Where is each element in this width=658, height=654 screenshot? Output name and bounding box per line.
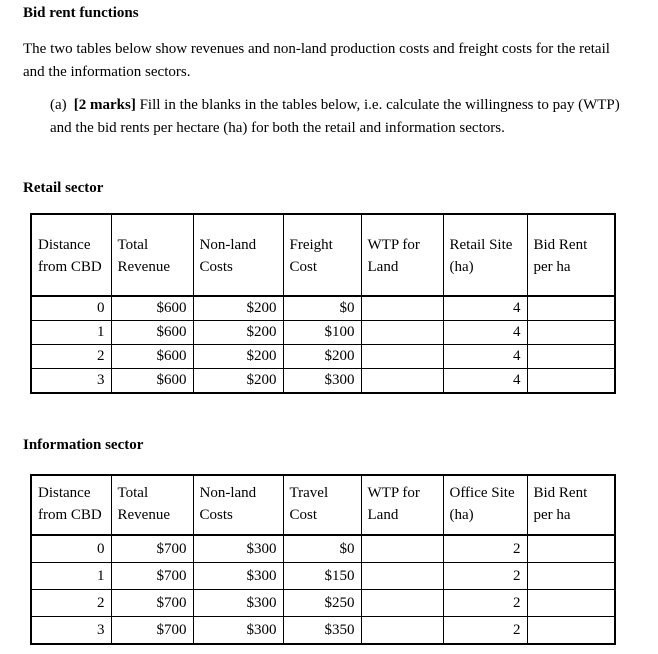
table-row (31, 369, 615, 394)
cell-non-land-costs: $300 (193, 617, 283, 645)
cell-freight-cost: $300 (283, 369, 361, 394)
cell-bid-rent-blank[interactable] (527, 296, 615, 321)
header-travel-cost: Travel Cost (283, 475, 361, 535)
cell-wtp-blank[interactable] (361, 321, 443, 345)
question-marks: [2 marks] (73, 97, 136, 113)
header-wtp: WTP for Land (361, 475, 443, 535)
header-bid-rent: Bid Rent per ha (527, 214, 615, 296)
cell-freight-cost: $200 (283, 345, 361, 369)
cell-total-revenue: $600 (111, 345, 193, 369)
table-header-row (31, 214, 615, 296)
header-freight-cost: Freight Cost (283, 214, 361, 296)
cell-freight-cost: $100 (283, 321, 361, 345)
header-bid-rent: Bid Rent per ha (527, 475, 615, 535)
cell-total-revenue: $700 (111, 590, 193, 617)
cell-wtp-blank[interactable] (361, 369, 443, 394)
table-row (31, 617, 615, 645)
header-total-revenue: Total Revenue (111, 475, 193, 535)
cell-non-land-costs: $300 (193, 535, 283, 563)
cell-non-land-costs: $200 (193, 369, 283, 394)
header-non-land-costs: Non-land Costs (193, 214, 283, 296)
header-wtp: WTP for Land (361, 214, 443, 296)
cell-distance: 1 (31, 563, 111, 590)
cell-freight-cost: $0 (283, 296, 361, 321)
cell-wtp-blank[interactable] (361, 590, 443, 617)
cell-wtp-blank[interactable] (361, 563, 443, 590)
cell-wtp-blank[interactable] (361, 617, 443, 645)
cell-bid-rent-blank[interactable] (527, 563, 615, 590)
cell-site: 4 (443, 369, 527, 394)
cell-distance: 2 (31, 590, 111, 617)
info-table (30, 474, 616, 645)
header-distance: Distance from CBD (31, 214, 111, 296)
cell-wtp-blank[interactable] (361, 535, 443, 563)
cell-total-revenue: $600 (111, 321, 193, 345)
question-label: (a) (50, 97, 67, 113)
header-total-revenue: Total Revenue (111, 214, 193, 296)
table-header-row (31, 475, 615, 535)
question-a (50, 94, 620, 140)
cell-distance: 3 (31, 617, 111, 645)
table-row (31, 321, 615, 345)
cell-bid-rent-blank[interactable] (527, 535, 615, 563)
info-section-title: Information sector (23, 437, 144, 453)
cell-site: 4 (443, 345, 527, 369)
cell-bid-rent-blank[interactable] (527, 590, 615, 617)
cell-non-land-costs: $200 (193, 296, 283, 321)
cell-distance: 2 (31, 345, 111, 369)
cell-distance: 1 (31, 321, 111, 345)
cell-site: 2 (443, 590, 527, 617)
cell-total-revenue: $700 (111, 563, 193, 590)
cell-site: 2 (443, 617, 527, 645)
table-row (31, 590, 615, 617)
table-row (31, 535, 615, 563)
cell-total-revenue: $700 (111, 535, 193, 563)
intro-paragraph: The two tables below show revenues and non-land production costs and freight costs for the retail and the information sectors. (23, 41, 610, 80)
cell-wtp-blank[interactable] (361, 296, 443, 321)
cell-bid-rent-blank[interactable] (527, 321, 615, 345)
header-site: Office Site (ha) (443, 475, 527, 535)
cell-distance: 0 (31, 535, 111, 563)
header-distance: Distance from CBD (31, 475, 111, 535)
retail-table (30, 213, 616, 394)
cell-site: 2 (443, 563, 527, 590)
cell-travel-cost: $350 (283, 617, 361, 645)
cell-travel-cost: $250 (283, 590, 361, 617)
cell-total-revenue: $600 (111, 296, 193, 321)
cell-distance: 0 (31, 296, 111, 321)
cell-non-land-costs: $300 (193, 590, 283, 617)
cell-site: 4 (443, 321, 527, 345)
header-site: Retail Site (ha) (443, 214, 527, 296)
cell-site: 4 (443, 296, 527, 321)
cell-site: 2 (443, 535, 527, 563)
header-non-land-costs: Non-land Costs (193, 475, 283, 535)
cell-non-land-costs: $200 (193, 345, 283, 369)
cell-total-revenue: $600 (111, 369, 193, 394)
question-text: Fill in the blanks in the tables below, i.e. calculate the willingness to pay (WTP) and the bid rents per hectare (ha) for both the retail and information sectors. (50, 97, 620, 136)
table-row (31, 296, 615, 321)
cell-travel-cost: $0 (283, 535, 361, 563)
cell-non-land-costs: $200 (193, 321, 283, 345)
page-title: Bid rent functions (23, 5, 139, 21)
cell-bid-rent-blank[interactable] (527, 369, 615, 394)
cell-bid-rent-blank[interactable] (527, 617, 615, 645)
cell-travel-cost: $150 (283, 563, 361, 590)
table-row (31, 345, 615, 369)
cell-wtp-blank[interactable] (361, 345, 443, 369)
cell-non-land-costs: $300 (193, 563, 283, 590)
retail-section-title: Retail sector (23, 180, 104, 196)
cell-distance: 3 (31, 369, 111, 394)
table-row (31, 563, 615, 590)
cell-total-revenue: $700 (111, 617, 193, 645)
cell-bid-rent-blank[interactable] (527, 345, 615, 369)
